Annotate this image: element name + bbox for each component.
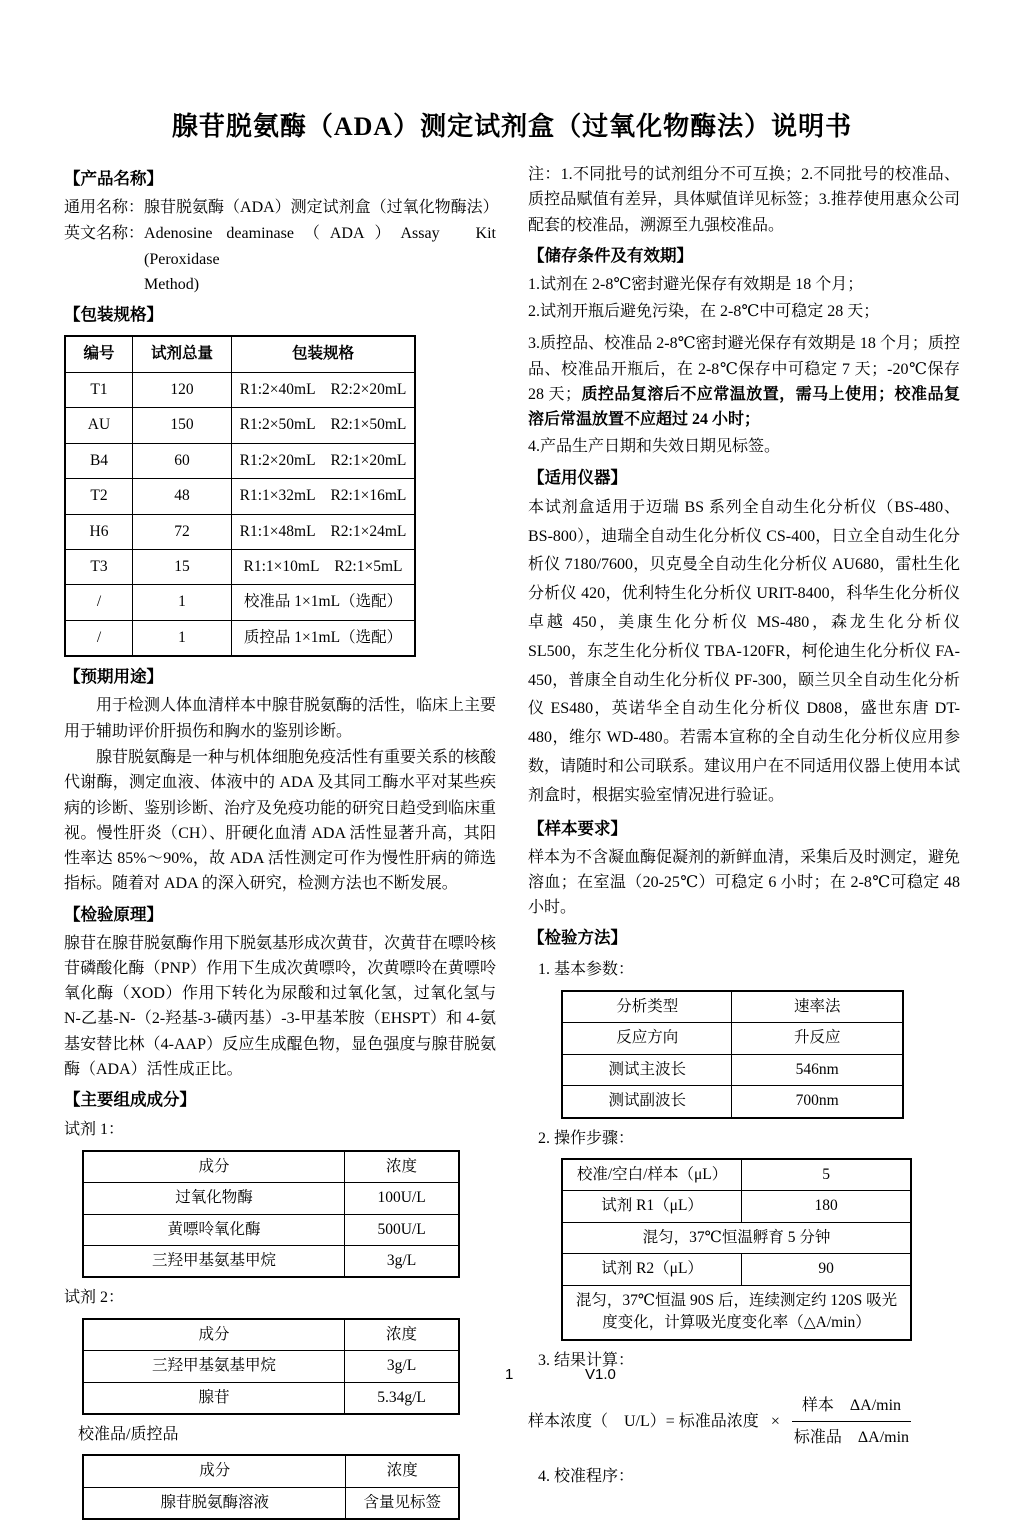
basic-params-table: [561, 990, 904, 1119]
cell: T3: [65, 550, 133, 585]
cell: /: [65, 620, 133, 656]
cell: T1: [65, 372, 133, 407]
table-row: [562, 1054, 903, 1085]
fraction-numerator: 样本 ΔA/min: [792, 1393, 911, 1422]
two-column-layout: [64, 161, 960, 1527]
cell: B4: [65, 443, 133, 478]
storage-item-4: 4.产品生产日期和失效日期见标签。: [528, 438, 781, 456]
cell: 测试副波长: [562, 1086, 732, 1118]
col-header: 编号: [65, 336, 133, 372]
cell: 测试主波长: [562, 1054, 732, 1085]
reagent1-table: [82, 1150, 460, 1279]
storage-item-2: 2.试剂开瓶后避免污染，在 2-8℃中可稳定 28 天；: [528, 303, 880, 321]
page-number: 1: [505, 1366, 514, 1383]
storage-item-1: 1.试剂在 2-8℃密封避光保存有效期是 18 个月；: [528, 275, 864, 293]
table-row: [83, 1183, 459, 1214]
cell: 60: [133, 443, 232, 478]
operation-steps-table: [561, 1158, 912, 1341]
principle-paragraph: 腺苷在腺苷脱氨酶作用下脱氨基形成次黄苷，次黄苷在嘌呤核苷磷酸化酶（PNP）作用下生成次黄嘌呤，次黄嘌呤在黄嘌呤氧化酶（XOD）作用下转化为尿酸和过氧化氢，过氧化氢与 N-乙基-N-（2-羟基-3-磺丙基）-3-甲基苯胺（EHSPT）和 4-氨基安替比林（4-AAP）反应生成醌色物，显色强度与腺苷脱氨酶（ADA）活性成正比。: [64, 934, 497, 1078]
table-header-row: [83, 1455, 459, 1487]
cell: 校准/空白/样本（μL）: [562, 1159, 742, 1191]
version-label: V1.0: [585, 1366, 616, 1383]
table-row: [65, 372, 415, 407]
method-step2-label: 2. 操作步骤：: [538, 1129, 635, 1147]
english-name-wrap: Method): [144, 275, 200, 293]
intended-use-paragraph-2: 腺苷脱氨酶是一种与机体细胞免疫活性有重要关系的核酸代谢酶，测定血液、体液中的 ADA 及其同工酶水平对某些疾病的诊断、鉴别诊断、治疗及免疫功能的研究日趋受到临床重视。慢性肝炎（CH）、肝硬化血清 ADA 活性显著升高，其阳性率达 85%～90%，故 ADA 活性测定可作为慢性肝病的筛选指标。随着对 ADA 的深入研究，检测方法也不断发展。: [64, 749, 497, 893]
fraction-denominator: 标准品 ΔA/min: [793, 1429, 910, 1447]
table-row: [562, 1285, 911, 1339]
cell: 反应方向: [562, 1023, 732, 1054]
col-header: 浓度: [345, 1319, 459, 1351]
multiply-sign: ×: [770, 1413, 780, 1431]
cell: R1:1×10mL R2:1×5mL: [232, 550, 416, 585]
section-head-principle: 【检验原理】: [64, 904, 163, 924]
cell: 升反应: [732, 1023, 903, 1054]
note-paragraph: 注：1.不同批号的试剂组分不可互换；2.不同批号的校准品、质控品赋值有差异，具体赋值详见标签；3.推荐使用惠众公司配套的校准品，溯源至九强校准品。: [528, 166, 960, 234]
page-footer: [0, 1366, 1024, 1396]
table-row: [562, 991, 903, 1023]
cell: 试剂 R1（μL）: [562, 1191, 742, 1222]
table-row: [65, 479, 415, 514]
method-step4-label: 4. 校准程序：: [538, 1468, 635, 1486]
table-row: [562, 1254, 911, 1285]
cell: 3g/L: [345, 1351, 459, 1382]
col-header: 成分: [83, 1151, 345, 1183]
formula-lhs: 样本浓度（ U/L）= 标准品浓度: [528, 1413, 759, 1431]
cell: 100U/L: [345, 1183, 459, 1214]
cell: 150: [133, 408, 232, 443]
section-head-intended-use: 【预期用途】: [64, 667, 163, 687]
cell: 3g/L: [345, 1245, 459, 1277]
cell: 5.34g/L: [345, 1382, 459, 1414]
instruments-paragraph: 本试剂盒适用于迈瑞 BS 系列全自动生化分析仪（BS-480、BS-800），迪瑞全自动生化分析仪 CS-400，日立全自动生化分析仪 7180/7600，贝克曼全自动生化分析仪 AU680，雷杜生化分析仪 420，优利特生化分析仪 URIT-8400，科华生化分析仪卓越 450，美康生化分析仪 MS-480，森龙生化分析仪 SL500，东芝生化分析仪 TBA-120FR，柯伦迪生化分析仪 FA-450，普康全自动生化分析仪 PF-300，颐兰贝全自动生化分析仪 ES480，英诺华全自动生化分析仪 D808，盛世东唐 DT-480，维尔 WD-480。若需本宣称的全自动生化分析仪应用参数，请随时和公司联系。建议用户在不同适用仪器上使用本试剂盒时，根据实验室情况进行验证。: [528, 498, 961, 804]
reagent1-label: 试剂 1：: [64, 1121, 125, 1139]
english-name-label: 英文名称：: [64, 225, 145, 243]
method-step3-label: 3. 结果计算：: [538, 1351, 635, 1369]
cell: 180: [742, 1191, 911, 1222]
col-header: 浓度: [345, 1151, 459, 1183]
table-header-row: [83, 1151, 459, 1183]
cell: 500U/L: [345, 1214, 459, 1245]
section-head-sample: 【样本要求】: [528, 818, 627, 838]
cell: 校准品 1×1mL（选配）: [232, 585, 416, 620]
cell: 120: [133, 372, 232, 407]
cell: 黄嘌呤氧化酶: [83, 1214, 345, 1245]
cell-span: 混匀，37℃恒温孵育 5 分钟: [562, 1222, 911, 1253]
section-head-composition: 【主要组成成分】: [64, 1090, 196, 1110]
cell: R1:1×48mL R2:1×24mL: [232, 514, 416, 549]
table-header-row: [65, 336, 415, 372]
storage-item-3: [528, 331, 960, 432]
section-head-instruments: 【适用仪器】: [528, 467, 627, 487]
cell: R1:2×40mL R2:2×20mL: [232, 372, 416, 407]
col-header: 成分: [83, 1319, 345, 1351]
cell: R1:1×32mL R2:1×16mL: [232, 479, 416, 514]
col-header: 试剂总量: [133, 336, 232, 372]
cell: H6: [65, 514, 133, 549]
table-row: [562, 1222, 911, 1253]
fraction: [792, 1393, 911, 1451]
cell: 1: [133, 620, 232, 656]
cell: 90: [742, 1254, 911, 1285]
cell: 腺苷脱氨酶溶液: [83, 1487, 346, 1519]
table-row: [65, 550, 415, 585]
cell: /: [65, 585, 133, 620]
table-row: [65, 585, 415, 620]
table-row: [65, 443, 415, 478]
cell: R1:2×20mL R2:1×20mL: [232, 443, 416, 478]
reagent2-label: 试剂 2：: [64, 1289, 125, 1307]
table-row: [562, 1191, 911, 1222]
column-left: [64, 161, 499, 1527]
table-row: [562, 1086, 903, 1118]
english-name-line: [64, 221, 496, 297]
table-row: [562, 1023, 903, 1054]
table-row: [83, 1214, 459, 1245]
generic-name-line: [64, 195, 499, 220]
generic-name-value: 腺苷脱氨酶（ADA）测定试剂盒（过氧化物酶法）: [144, 199, 499, 217]
cell: T2: [65, 479, 133, 514]
cell: 546nm: [732, 1054, 903, 1085]
cell: 48: [133, 479, 232, 514]
cell: 三羟甲基氨基甲烷: [83, 1245, 345, 1277]
table-row: [65, 514, 415, 549]
column-right: [528, 161, 960, 1527]
table-header-row: [83, 1319, 459, 1351]
section-head-product-name: 【产品名称】: [64, 169, 163, 188]
english-name-text: Adenosine deaminase（ADA）Assay Kit (Peroxidase: [144, 225, 496, 268]
cell: 速率法: [732, 991, 903, 1023]
calibrator-table: [82, 1454, 460, 1520]
cell: 试剂 R2（μL）: [562, 1254, 742, 1285]
sample-paragraph: 样本为不含凝血酶促凝剂的新鲜血清，采集后及时测定，避免溶血；在室温（20-25℃）可稳定 6 小时；在 2-8℃可稳定 48 小时。: [528, 848, 961, 917]
cell: 5: [742, 1159, 911, 1191]
cell: 过氧化物酶: [83, 1183, 345, 1214]
cell: AU: [65, 408, 133, 443]
col-header: 浓度: [346, 1455, 459, 1487]
english-name-value: [144, 221, 496, 297]
cell: 分析类型: [562, 991, 732, 1023]
intended-use-paragraph-1: 用于检测人体血清样本中腺苷脱氨酶的活性，临床上主要用于辅助评价肝损伤和胸水的鉴别诊断。: [64, 697, 497, 740]
table-row: [83, 1487, 459, 1519]
cell: 腺苷: [83, 1382, 345, 1414]
cell: 质控品 1×1mL（选配）: [232, 620, 416, 656]
section-head-packaging: 【包装规格】: [64, 305, 163, 325]
storage-item-3-bold-text: 质控品复溶后不应常温放置，需马上使用；校准品复溶后常温放置不应超过 24 小时；: [528, 385, 960, 429]
page-title: 腺苷脱氨酶（ADA）测定试剂盒（过氧化物酶法）说明书: [171, 112, 853, 141]
calibrator-label: 校准品/质控品: [78, 1426, 179, 1444]
cell: 700nm: [732, 1086, 903, 1118]
packaging-table: [64, 335, 416, 657]
storage-item-3-text: 3.质控品、校准品 2-8℃密封避光保存有效期是 18 个月；质控品、校准品开瓶后，在 2-8℃保存中可稳定 7 天；-20℃保存 28 天；: [528, 335, 960, 403]
result-formula: [528, 1393, 960, 1451]
table-row: [562, 1159, 911, 1191]
section-head-storage: 【储存条件及有效期】: [528, 245, 693, 265]
table-row: [65, 408, 415, 443]
cell: 15: [133, 550, 232, 585]
generic-name-label: 通用名称：: [64, 199, 145, 217]
cell: 三羟甲基氨基甲烷: [83, 1351, 345, 1382]
cell: R1:2×50mL R2:1×50mL: [232, 408, 416, 443]
table-row: [83, 1245, 459, 1277]
cell-span: 混匀，37℃恒温 90S 后，连续测定约 120S 吸光度变化，计算吸光度变化率（△A/min）: [562, 1285, 911, 1339]
table-row: [65, 620, 415, 656]
section-head-method: 【检验方法】: [528, 928, 627, 948]
method-step1-label: 1. 基本参数：: [538, 961, 635, 979]
col-header: 成分: [83, 1455, 346, 1487]
cell: 72: [133, 514, 232, 549]
cell: 含量见标签: [346, 1487, 459, 1519]
col-header: 包装规格: [232, 336, 416, 372]
cell: 1: [133, 585, 232, 620]
